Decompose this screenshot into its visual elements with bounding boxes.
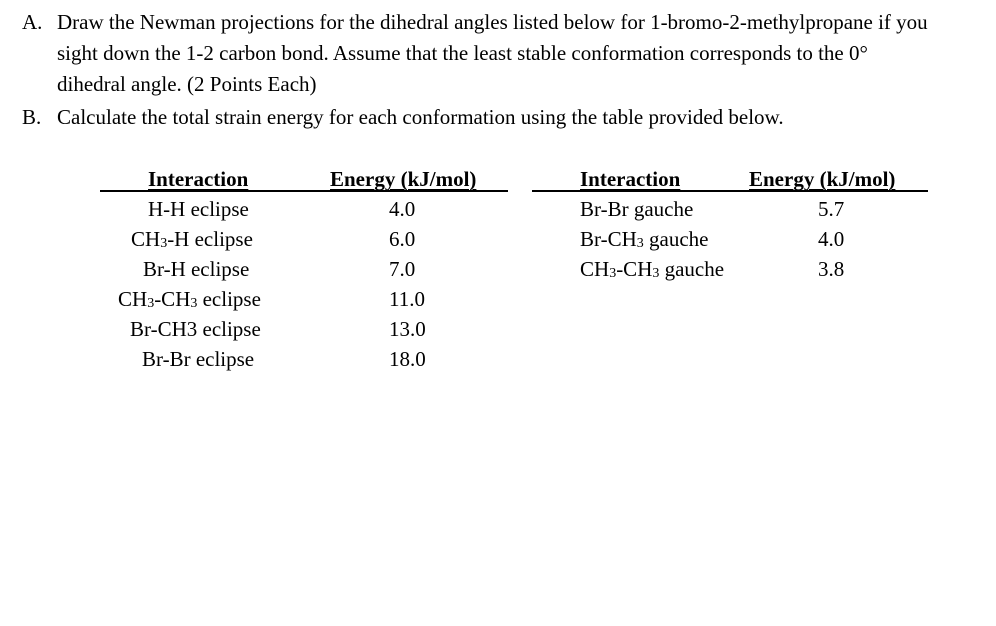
table-right-interaction-0: Br-Br gauche <box>580 197 694 221</box>
table-left-energy-1: 6.0 <box>389 227 416 251</box>
table-right-interaction-2: $CH_3-CH_3$ gauche <box>580 257 725 281</box>
table-left-interaction-3: $CH_3-CH_3$ eclipse <box>118 287 261 311</box>
table-left-energy-2: 7.0 <box>389 257 416 281</box>
question-a <box>22 7 937 100</box>
question-b-letter: B. <box>22 105 42 129</box>
table-left-interaction-2: Br-H eclipse <box>143 257 250 281</box>
table-left-energy-5: 18.0 <box>389 347 426 371</box>
table-left-interaction-0: H-H eclipse <box>148 197 249 221</box>
question-b-text: Calculate the total strain energy for each conformation using the table provided below. <box>57 105 784 129</box>
table-left-energy-3: 11.0 <box>389 287 425 311</box>
table-left-header-interaction: Interaction <box>148 167 249 191</box>
table-left-energy-4: 13.0 <box>389 317 426 341</box>
table-left-interaction-5: Br-Br eclipse <box>142 347 255 371</box>
question-a-text: Draw the Newman projections for the dihedral angles listed below for 1-bromo-2-methylpropane if you sight down the 1-2 carbon bond. Assume that the least stable conformation corresponds to the 0° dihedral angle. (2 Points Each) <box>57 10 928 96</box>
question-a-letter: A. <box>22 10 43 34</box>
table-left-header-energy: Energy (kJ/mol) <box>330 167 477 191</box>
table-right-energy-0: 5.7 <box>818 197 845 221</box>
table-right-interaction-1: $Br-CH_3$ gauche <box>580 227 709 251</box>
table-right-header-interaction: Interaction <box>580 167 681 191</box>
table-right-energy-1: 4.0 <box>818 227 845 251</box>
table-right-header-energy: Energy (kJ/mol) <box>749 167 896 191</box>
table-left-interaction-1: $CH_3-H$ eclipse <box>131 227 253 251</box>
question-b <box>22 102 937 133</box>
table-left-interaction-4: Br-CH3 eclipse <box>130 317 261 341</box>
table-left-energy-0: 4.0 <box>389 197 416 221</box>
table-right-energy-2: 3.8 <box>818 257 845 281</box>
